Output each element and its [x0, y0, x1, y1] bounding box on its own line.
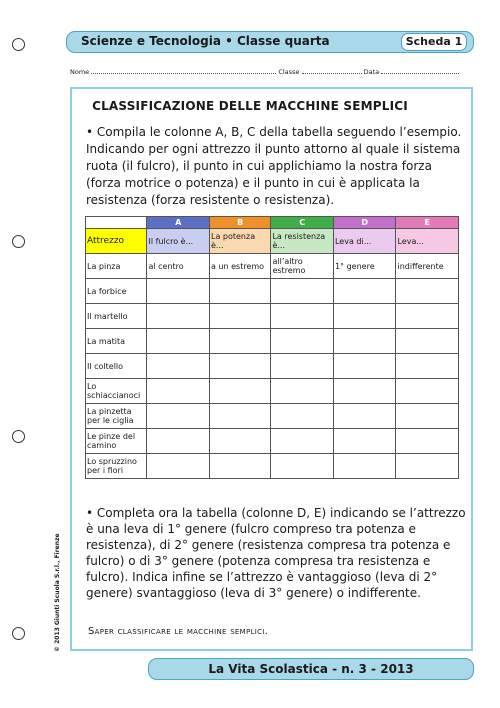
answer-cell[interactable] [271, 304, 334, 329]
tool-name-cell: La forbice [86, 279, 147, 304]
column-header: Attrezzo [86, 229, 147, 254]
column-letter: A [147, 217, 210, 229]
tool-name-cell: Le pinze del camino [86, 429, 147, 454]
page-footer: La Vita Scolastica - n. 3 - 2013 [148, 658, 474, 680]
tool-name-cell: Lo spruzzino per i fiori [86, 454, 147, 479]
answer-cell[interactable] [271, 379, 334, 404]
tool-name-cell: Il martello [86, 304, 147, 329]
answer-cell[interactable] [271, 354, 334, 379]
answer-cell[interactable] [147, 279, 210, 304]
answer-cell[interactable] [147, 329, 210, 354]
answer-cell[interactable]: a un estremo [209, 254, 270, 279]
student-fields [70, 67, 474, 76]
column-letter: E [396, 217, 459, 229]
answer-cell[interactable]: al centro [147, 254, 210, 279]
table-row [86, 254, 459, 279]
answer-cell[interactable] [396, 304, 459, 329]
column-letter: C [271, 217, 334, 229]
column-letter [86, 217, 147, 229]
instruction-2: • Completa ora la tabella (colonne D, E) indicando se l’attrezzo è una leva di 1° genere (fulcro compreso tra potenza e resistenza), di 2° genere (resistenza compresa tra potenza e fulcro) o di 3° genere (potenza compresa tra resistenza e fulcro). Indica infine se l’attrezzo è vantaggioso (leva di 2° genere) svantaggioso (leva di 3° genere) o indifferente. [86, 506, 466, 600]
answer-cell[interactable] [209, 329, 270, 354]
answer-cell[interactable] [147, 354, 210, 379]
column-header: Il fulcro è... [147, 229, 210, 254]
tool-name-cell: Il coltello [86, 354, 147, 379]
answer-cell[interactable] [147, 454, 210, 479]
answer-cell[interactable] [333, 454, 396, 479]
column-letter: B [209, 217, 270, 229]
skill-objective: Saper classificare le macchine semplici. [88, 626, 269, 637]
tool-name-cell: La matita [86, 329, 147, 354]
answer-cell[interactable] [271, 404, 334, 429]
levers-table [85, 216, 459, 479]
column-header: La resistenza è... [271, 229, 334, 254]
page-title: CLASSIFICAZIONE DELLE MACCHINE SEMPLICI [92, 99, 408, 113]
answer-cell[interactable] [147, 404, 210, 429]
copyright: © 2013 Giunti Scuola S.r.l., Firenze [54, 533, 61, 652]
answer-cell[interactable]: all’altro estremo [271, 254, 334, 279]
answer-cell[interactable] [209, 354, 270, 379]
name-line[interactable] [91, 67, 276, 74]
answer-cell[interactable] [333, 304, 396, 329]
answer-cell[interactable] [396, 404, 459, 429]
class-label: Classe [278, 68, 300, 76]
date-label: Data [363, 68, 380, 76]
name-label: Nome [70, 68, 90, 76]
answer-cell[interactable] [209, 304, 270, 329]
answer-cell[interactable] [333, 404, 396, 429]
table-row [86, 354, 459, 379]
page-header [66, 31, 474, 53]
answer-cell[interactable] [147, 429, 210, 454]
table-row [86, 329, 459, 354]
instruction-1: • Compila le colonne A, B, C della tabella seguendo l’esempio. Indicando per ogni attrezzo il punto attorno al quale il sistema ruota (il fulcro), il punto in cui applichiamo la nostra forza (forza motrice o potenza) e il punto in cui è applicata la resistenza (forza resistente o resistenza). [86, 125, 462, 207]
punch-hole [12, 627, 25, 640]
answer-cell[interactable] [396, 354, 459, 379]
answer-cell[interactable] [209, 429, 270, 454]
answer-cell[interactable] [271, 279, 334, 304]
answer-cell[interactable] [209, 404, 270, 429]
answer-cell[interactable] [396, 429, 459, 454]
answer-cell[interactable] [147, 304, 210, 329]
answer-cell[interactable] [333, 354, 396, 379]
answer-cell[interactable] [271, 329, 334, 354]
tool-name-cell: La pinza [86, 254, 147, 279]
answer-cell[interactable] [209, 379, 270, 404]
answer-cell[interactable] [333, 279, 396, 304]
answer-cell[interactable] [333, 329, 396, 354]
punch-hole [12, 38, 25, 51]
column-header: Leva di... [333, 229, 396, 254]
column-header: Leva... [396, 229, 459, 254]
tool-name-cell: La pinzetta per le ciglia [86, 404, 147, 429]
answer-cell[interactable] [396, 379, 459, 404]
answer-cell[interactable] [396, 454, 459, 479]
answer-cell[interactable] [333, 429, 396, 454]
punch-hole [12, 235, 25, 248]
table-row [86, 454, 459, 479]
answer-cell[interactable] [396, 329, 459, 354]
column-letter: D [333, 217, 396, 229]
sheet-tag: Scheda 1 [401, 33, 467, 51]
answer-cell[interactable] [209, 279, 270, 304]
table-row [86, 404, 459, 429]
answer-cell[interactable] [271, 454, 334, 479]
answer-cell[interactable] [333, 379, 396, 404]
table-row [86, 379, 459, 404]
class-line[interactable] [302, 67, 362, 74]
column-header: La potenza è... [209, 229, 270, 254]
answer-cell[interactable]: 1° genere [333, 254, 396, 279]
table-row [86, 279, 459, 304]
answer-cell[interactable] [209, 454, 270, 479]
answer-cell[interactable] [396, 279, 459, 304]
answer-cell[interactable] [271, 429, 334, 454]
table-row [86, 304, 459, 329]
table-row [86, 429, 459, 454]
answer-cell[interactable]: indifferente [396, 254, 459, 279]
date-line[interactable] [381, 67, 459, 74]
punch-hole [12, 430, 25, 443]
header-title: Scienze e Tecnologia • Classe quarta [81, 34, 330, 48]
tool-name-cell: Lo schiaccianoci [86, 379, 147, 404]
answer-cell[interactable] [147, 379, 210, 404]
